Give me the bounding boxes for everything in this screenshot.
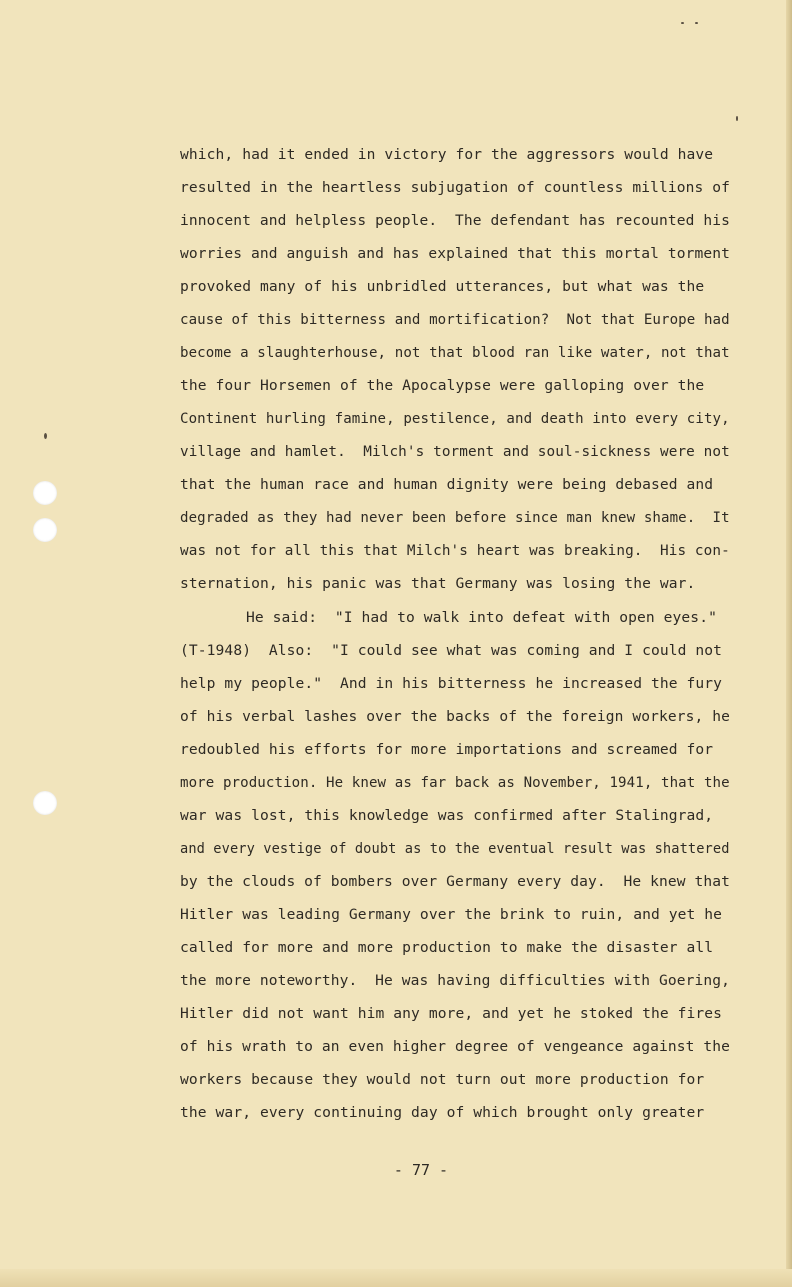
text-line: redoubled his efforts for more importations and screamed for — [180, 741, 714, 758]
text-line: sternation, his panic was that Germany was losing the war. — [180, 575, 696, 592]
text-line: help my people." And in his bitterness he increased the fury — [180, 675, 723, 692]
text-line: Hitler did not want him any more, and yet he stoked the fires — [180, 1005, 723, 1022]
text-line: degraded as they had never been before since man knew shame. It — [180, 509, 730, 526]
page-number: - 77 - — [393, 1161, 449, 1179]
text-line: was not for all this that Milch's heart was breaking. His con- — [180, 542, 730, 559]
text-line: provoked many of his unbridled utterances, but what was the — [180, 278, 705, 295]
text-line: by the clouds of bombers over Germany every day. He knew that — [180, 873, 730, 890]
text-line: become a slaughterhouse, not that blood ran like water, not that — [180, 344, 730, 361]
text-line: village and hamlet. Milch's torment and soul-sickness were not — [180, 443, 730, 460]
text-line: Hitler was leading Germany over the brink to ruin, and yet he — [180, 906, 723, 923]
text-line: called for more and more production to make the disaster all — [180, 939, 714, 956]
text-line: He said: "I had to walk into defeat with open eyes." — [246, 609, 717, 626]
text-line: resulted in the heartless subjugation of countless millions of — [180, 179, 730, 196]
text-line: of his wrath to an even higher degree of vengeance against the — [180, 1038, 730, 1055]
text-line: workers because they would not turn out more production for — [180, 1071, 705, 1088]
text-line: the war, every continuing day of which brought only greater — [180, 1104, 705, 1121]
text-line: war was lost, this knowledge was confirmed after Stalingrad, — [180, 807, 714, 824]
text-line: more production. He knew as far back as November, 1941, that the — [180, 774, 730, 791]
text-line: of his verbal lashes over the backs of the foreign workers, he — [180, 708, 730, 725]
text-line: and every vestige of doubt as to the eventual result was shattered — [180, 840, 730, 857]
text-line: Continent hurling famine, pestilence, and death into every city, — [180, 410, 730, 427]
text-line: worries and anguish and has explained that this mortal torment — [180, 245, 730, 262]
text-line: the four Horsemen of the Apocalypse were galloping over the — [180, 377, 705, 394]
text-line: that the human race and human dignity were being debased and — [180, 476, 714, 493]
text-line: cause of this bitterness and mortification? Not that Europe had — [180, 311, 730, 328]
text-line: (T-1948) Also: "I could see what was coming and I could not — [180, 642, 723, 659]
text-line: which, had it ended in victory for the aggressors would have — [180, 146, 714, 163]
text-line: innocent and helpless people. The defendant has recounted his — [180, 212, 730, 229]
text-line: the more noteworthy. He was having difficulties with Goering, — [180, 972, 730, 989]
